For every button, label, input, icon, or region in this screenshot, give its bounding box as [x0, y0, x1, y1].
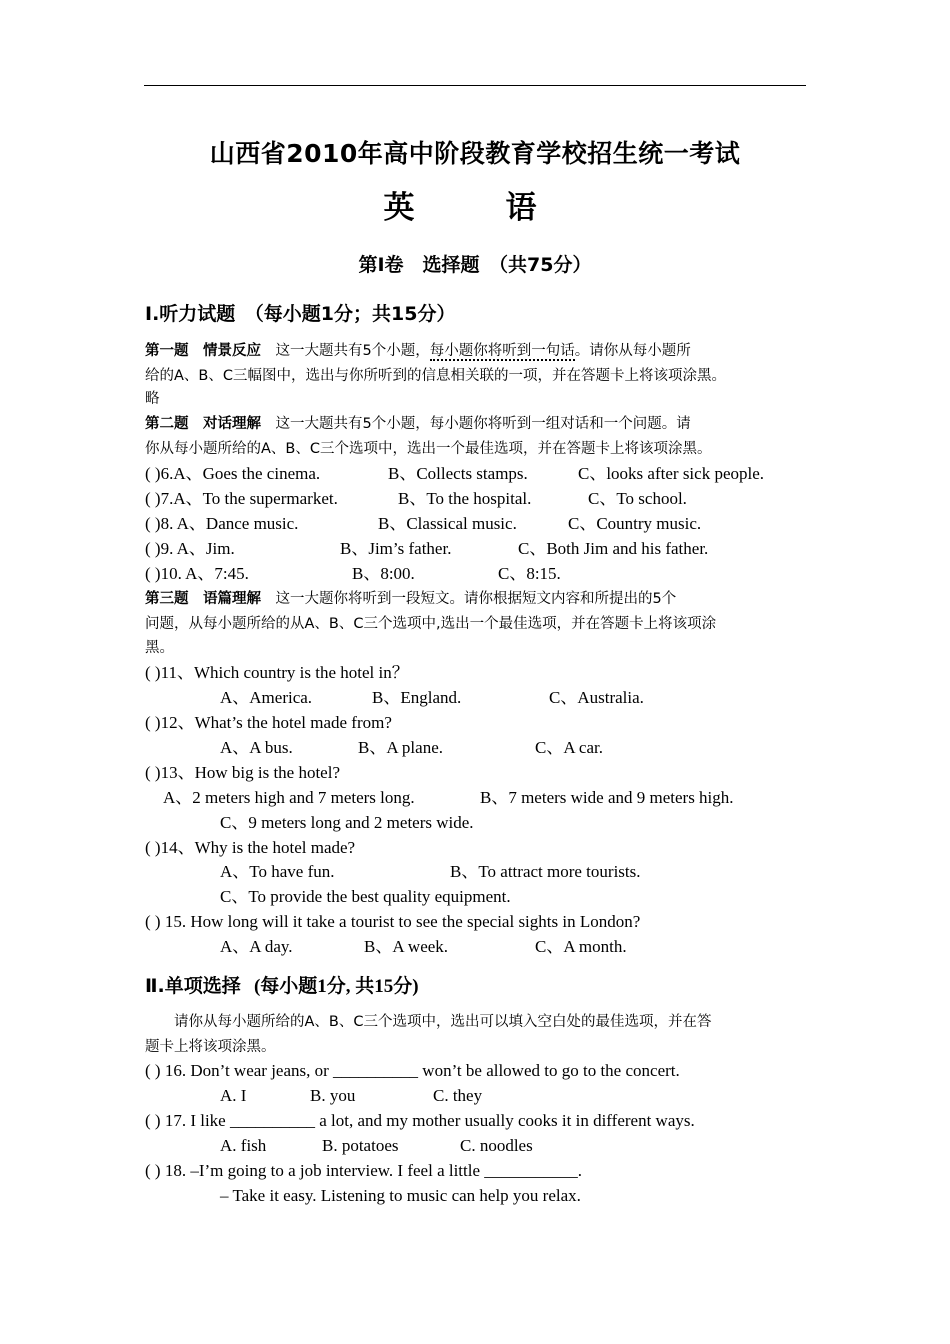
question-6-b: B、Collects stamps.: [388, 464, 528, 483]
q1-line2: 给的A、B、C三幅图中，选出与你所听到的信息相关联的一项，并在答题卡上将该项涂黑。: [145, 368, 726, 384]
q2-line2: 你从每小题所给的A、B、C三个选项中，选出一个最佳选项，并在答题卡上将该项涂黑。: [145, 441, 712, 457]
question-17-c: C. noodles: [460, 1136, 533, 1155]
single-choice-intro-2: 题卡上将该项涂黑。: [145, 1039, 276, 1055]
question-15-b: B、A week.: [364, 937, 449, 956]
question-10-a: ( )10. A、7:45.: [145, 564, 249, 583]
question-17-b: B. potatoes: [322, 1136, 399, 1155]
q3-text: 这一大题你将听到一段短文。请你根据短文内容和所提出的5个: [261, 591, 677, 607]
question-13-a: A、2 meters high and 7 meters long.: [163, 788, 415, 807]
question-14: ( )14、Why is the hotel made?: [145, 838, 356, 857]
q3-instruction: [145, 587, 676, 611]
q3-label: 第三题 语篇理解: [145, 591, 261, 607]
q1-instruction: [145, 339, 691, 363]
question-7: [145, 487, 338, 511]
question-15: ( ) 15. How long will it take a tourist to see the special sights in London?: [145, 912, 641, 931]
question-16: ( ) 16. Don’t wear jeans, or __________ won’t be allowed to go to the concert.: [145, 1061, 680, 1080]
question-17: ( ) 17. I like __________ a lot, and my mother usually cooks it in different ways.: [145, 1111, 695, 1130]
question-11-c: C、Australia.: [549, 688, 644, 707]
question-9-c: C、Both Jim and his father.: [518, 539, 709, 558]
q3-line2: 问题，从每小题所给的从A、B、C三个选项中,选出一个最佳选项，并在答题卡上将该项涂: [145, 616, 717, 632]
q2-text: 这一大题共有5个小题，每小题你将听到一组对话和一个问题。请: [261, 416, 691, 432]
question-14-b: B、To attract more tourists.: [450, 862, 641, 881]
question-15-a: A、A day.: [220, 937, 293, 956]
question-10-b: B、8:00.: [352, 564, 415, 583]
question-6-c: C、looks after sick people.: [578, 464, 765, 483]
question-14-c: C、To provide the best quality equipment.: [220, 887, 511, 906]
question-9-b: B、Jim’s father.: [340, 539, 452, 558]
question-10-c: C、8:15.: [498, 564, 561, 583]
question-8-a: ( )8. A、Dance music.: [145, 514, 299, 533]
question-9: [145, 537, 235, 561]
question-7-a: ( )7.A、To the supermarket.: [145, 489, 338, 508]
question-12: ( )12、What’s the hotel made from?: [145, 713, 392, 732]
question-6-a: ( )6.A、Goes the cinema.: [145, 464, 321, 483]
question-16-a: A. I: [220, 1086, 247, 1105]
listening-heading: Ⅰ.听力试题 （每小题1分；共15分）: [145, 303, 456, 325]
q1-line3: 略: [145, 391, 160, 407]
exam-title: 山西省2010年高中阶段教育学校招生统一考试: [209, 139, 741, 168]
question-12-b: B、A plane.: [358, 738, 443, 757]
single-choice-intro-1: 请你从每小题所给的A、B、C三个选项中，选出可以填入空白处的最佳选项，并在答: [145, 1014, 712, 1030]
question-11-b: B、England.: [372, 688, 462, 707]
question-7-c: C、To school.: [588, 489, 687, 508]
top-rule: [144, 85, 806, 86]
question-13: ( )13、How big is the hotel?: [145, 763, 340, 782]
question-14-a: A、To have fun.: [220, 862, 335, 881]
question-10: [145, 562, 249, 586]
question-13-c: C、9 meters long and 2 meters wide.: [220, 813, 474, 832]
q2-instruction: [145, 412, 691, 436]
q1-label: 第一题 情景反应: [145, 343, 261, 359]
question-6: [145, 462, 320, 486]
question-16-b: B. you: [310, 1086, 356, 1105]
question-9-a: ( )9. A、Jim.: [145, 539, 235, 558]
question-8-c: C、Country music.: [568, 514, 702, 533]
question-8: [145, 512, 298, 536]
question-11-a: A、America.: [220, 688, 313, 707]
q1-text-c: 。请你从每小题所: [574, 343, 691, 359]
question-12-a: A、A bus.: [220, 738, 293, 757]
q3-line3: 黑。: [145, 640, 174, 656]
question-7-b: B、To the hospital.: [398, 489, 532, 508]
part-title: 第Ⅰ卷 选择题 （共75分）: [358, 254, 592, 276]
question-15-c: C、A month.: [535, 937, 627, 956]
question-13-b: B、7 meters wide and 9 meters high.: [480, 788, 734, 807]
q1-text-a: 这一大题共有5个小题，: [261, 343, 430, 359]
q1-text-emphasis: 每小题你将听到一句话: [429, 343, 575, 359]
question-8-b: B、Classical music.: [378, 514, 517, 533]
single-choice-heading-a: Ⅱ.单项选择: [145, 975, 241, 997]
question-12-c: C、A car.: [535, 738, 603, 757]
single-choice-heading-b: (每小题1分, 共15分): [253, 976, 419, 997]
subject-title: 英 语: [383, 190, 567, 226]
q2-label: 第二题 对话理解: [145, 416, 261, 432]
single-choice-heading: [145, 971, 419, 998]
question-18-reply: – Take it easy. Listening to music can help you relax.: [220, 1186, 581, 1205]
question-16-c: C. they: [433, 1086, 483, 1105]
question-17-a: A. fish: [220, 1136, 267, 1155]
question-18: ( ) 18. –I’m going to a job interview. I feel a little ___________.: [145, 1161, 583, 1180]
question-11: ( )11、Which country is the hotel in？: [145, 663, 409, 682]
